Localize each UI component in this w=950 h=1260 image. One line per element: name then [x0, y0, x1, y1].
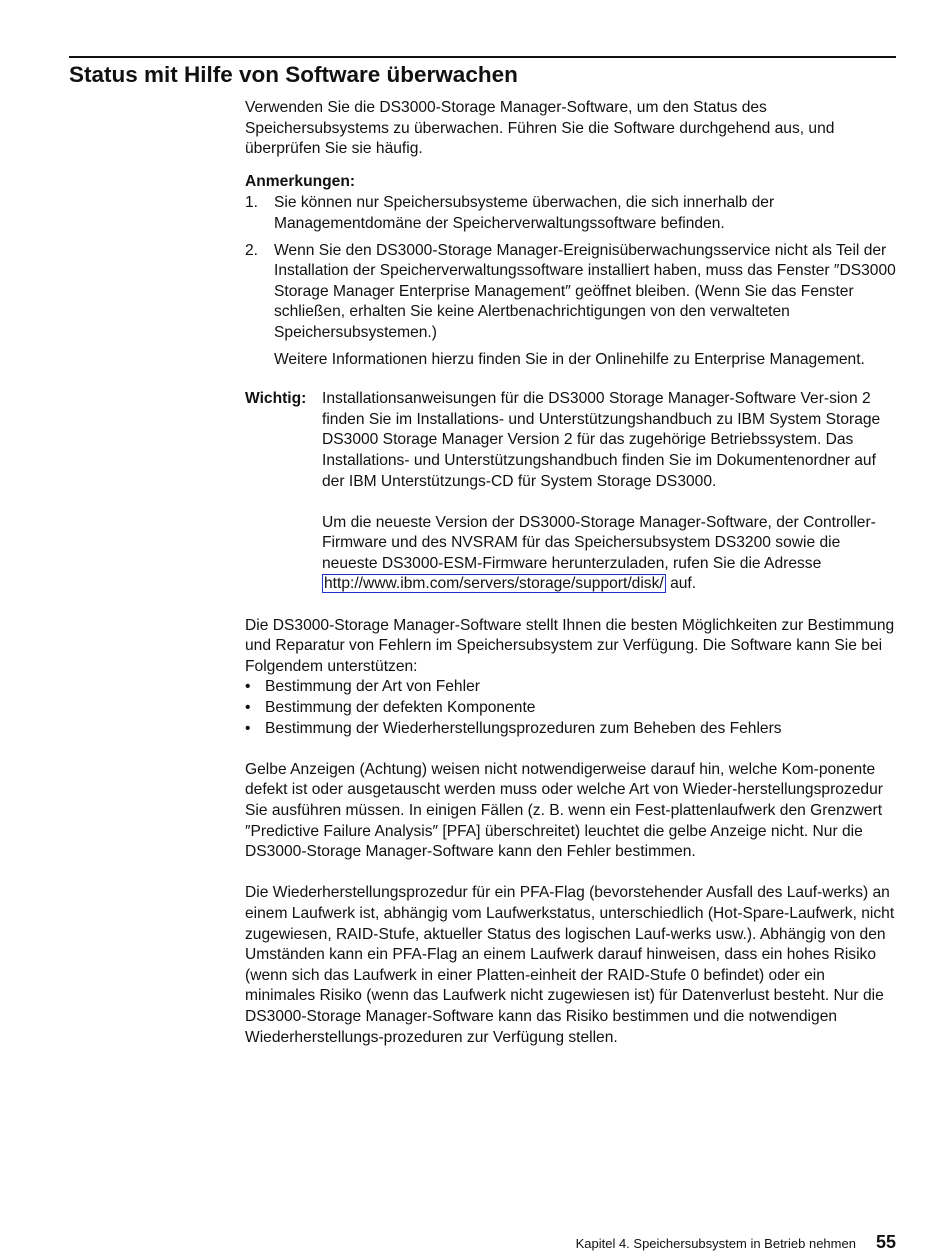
pfa-recovery-paragraph: Die Wiederherstellungsprozedur für ein PFA-Flag (bevorstehender Ausfall des Lauf-werks) an einem Laufwerk ist, abhängig vom Laufwerkstatus, unterschiedlich (Hot-Spare-Laufwerk, nicht zugewiesen, RAID-Stufe, aktueller Status des logischen Lauf-werks usw.). Abhängig von den Umständen kann ein PFA-Flag an einem Laufwerk darauf hinweisen, dass ein hohes Risiko (wenn sich das Laufwerk in einer Platten-einheit der RAID-Stufe 0 befindet) oder ein minimales Risiko (wenn das Laufwerk nicht zugewiesen ist) für Datenverlust besteht. Nur die DS3000-Storage Manager-Software kann das Risiko bestimmen und die notwendigen Wiederherstellungs-prozeduren zur Verfügung stellen. — [245, 884, 895, 1046]
important-label: Wichtig: — [245, 390, 307, 408]
capability-item: • Bestimmung der defekten Komponente — [245, 698, 897, 719]
software-intro: Die DS3000-Storage Manager-Software stellt Ihnen die besten Möglichkeiten zur Bestimmung und Reparatur von Fehlern im Speichersubsystem zur Verfügung. Die Software kann Sie bei Folgendem unterstützen: — [245, 616, 895, 675]
main-content — [245, 98, 897, 1048]
note-text: Sie können nur Speichersubsysteme überwachen, die sich innerhalb der Managementdomäne der Speicherverwaltungssoftware befinden. — [274, 194, 775, 232]
note-number: 2. — [245, 241, 259, 259]
software-section — [245, 616, 897, 740]
important-content — [322, 389, 897, 595]
important-notice — [245, 389, 897, 595]
important-text-after-link: auf. — [665, 575, 697, 593]
capability-list — [245, 677, 897, 739]
amber-indicator-paragraph: Gelbe Anzeigen (Achtung) weisen nicht notwendigerweise darauf hin, welche Kom-ponente defekt ist oder ausgetauscht werden muss oder welche Art von Wieder-herstellungsprozedur Sie ausführen müssen. In einigen Fällen (z. B. wenn ein Fest-plattenlaufwerk den Grenzwert ″Predictive Failure Analysis″ [PFA] überschreitet) leuchtet die gelbe Anzeige nicht. Nur die DS3000-Storage Manager-Software kann den Fehler bestimmen. — [245, 760, 883, 861]
notes-section — [245, 172, 897, 370]
chapter-title: Kapitel 4. Speichersubsystem in Betrieb nehmen — [575, 1236, 856, 1251]
page-number: 55 — [875, 1232, 896, 1252]
note-extra-text: Weitere Informationen hierzu finden Sie in der Onlinehilfe zu Enterprise Management. — [274, 350, 865, 368]
page-footer — [576, 1232, 896, 1255]
important-paragraph-1: Installationsanweisungen für die DS3000 Storage Manager-Software Ver-sion 2 finden Sie im Installations- und Unterstützungshandbuch zu IBM System Storage DS3000 Storage Manager Version 2 für das zugehörige Betriebssystem. Das Installations- und Unterstützungshandbuch finden Sie im Dokumentenordner auf der IBM Unterstützungs-CD für System Storage DS3000. — [322, 390, 881, 490]
notes-heading: Anmerkungen: — [245, 172, 356, 190]
note-item — [245, 193, 897, 234]
intro-paragraph: Verwenden Sie die DS3000-Storage Manager-Software, um den Status des Speichersubsystems zu überwachen. Führen Sie die Software durchgehend aus, und überprüfen Sie sie häufig. — [245, 99, 835, 158]
page-title: Status mit Hilfe von Software überwachen — [69, 62, 518, 87]
important-text-before-link: Um die neueste Version der DS3000-Storage Manager-Software, der Controller-Firmware und des NVSRAM für das Speichersubsystem DS3200 sowie die neueste DS3000-ESM-Firmware herunterzuladen, rufen Sie die Adresse — [322, 513, 876, 572]
important-paragraph-2 — [322, 513, 897, 595]
notes-list — [245, 193, 897, 370]
note-text: Wenn Sie den DS3000-Storage Manager-Ereignisüberwachungsservice nicht als Teil der Installation der Speicherverwaltungssoftware installiert haben, muss das Fenster ″DS3000 Storage Manager Enterprise Management″ geöffnet bleiben. (Wenn Sie das Fenster schließen, erhalten Sie keine Alertbenachrichtigungen von den verwalteten Speichersubsystemen.) — [274, 241, 896, 341]
capability-item: • Bestimmung der Wiederherstellungsprozeduren zum Beheben des Fehlers — [245, 719, 897, 740]
capability-item: • Bestimmung der Art von Fehler — [245, 677, 897, 698]
note-item — [245, 241, 897, 371]
note-number: 1. — [245, 194, 259, 212]
support-link[interactable]: http://www.ibm.com/servers/storage/support/disk/ — [324, 575, 664, 593]
heading-rule — [69, 56, 896, 58]
